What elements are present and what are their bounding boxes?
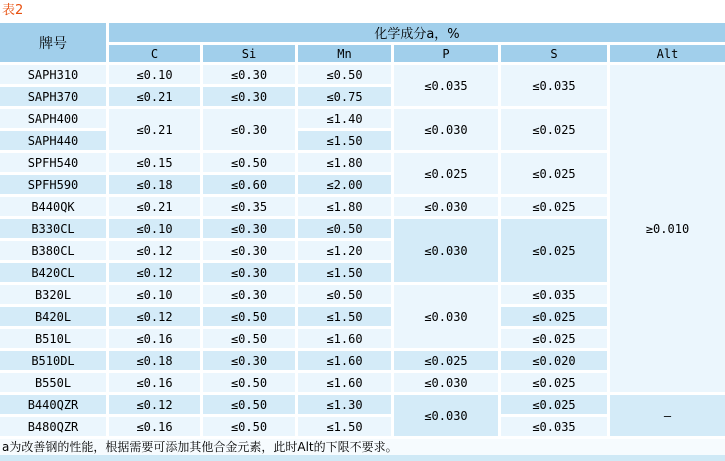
alt-value-cell: ≥0.010 — [610, 65, 725, 392]
mn-value-cell: ≤1.60 — [298, 373, 391, 392]
footnote-text: a为改善钢的性能，根据需要可添加其他合金元素，此时Alt的下限不要求。 — [0, 439, 725, 455]
mn-value-cell: ≤1.60 — [298, 329, 391, 348]
grade-cell: B440QZR — [0, 395, 106, 414]
column-header-p: P — [394, 45, 498, 62]
c-value-cell: ≤0.16 — [109, 329, 200, 348]
alt-value-cell: – — [610, 395, 725, 436]
grade-cell: B320L — [0, 285, 106, 304]
s-value-cell: ≤0.025 — [501, 329, 607, 348]
grade-cell: B330CL — [0, 219, 106, 238]
s-value-cell: ≤0.025 — [501, 109, 607, 150]
c-value-cell: ≤0.10 — [109, 219, 200, 238]
c-value-cell: ≤0.18 — [109, 351, 200, 370]
grade-cell: B420L — [0, 307, 106, 326]
s-value-cell: ≤0.035 — [501, 417, 607, 436]
si-value-cell: ≤0.30 — [203, 219, 295, 238]
grade-column-header: 牌号 — [0, 23, 106, 62]
si-value-cell: ≤0.30 — [203, 241, 295, 260]
table-header-row — [0, 23, 725, 42]
table-row — [0, 395, 725, 414]
composition-table-wrap — [0, 20, 725, 439]
grade-cell: SAPH370 — [0, 87, 106, 106]
grade-cell: SAPH310 — [0, 65, 106, 84]
grade-cell: B420CL — [0, 263, 106, 282]
grade-cell: SPFH590 — [0, 175, 106, 194]
column-header-mn: Mn — [298, 45, 391, 62]
si-value-cell: ≤0.50 — [203, 329, 295, 348]
c-value-cell: ≤0.21 — [109, 87, 200, 106]
mn-value-cell: ≤0.50 — [298, 65, 391, 84]
p-value-cell: ≤0.030 — [394, 285, 498, 348]
mn-value-cell: ≤1.50 — [298, 263, 391, 282]
si-value-cell: ≤0.50 — [203, 373, 295, 392]
grade-cell: B440QK — [0, 197, 106, 216]
s-value-cell: ≤0.025 — [501, 307, 607, 326]
grade-cell: B380CL — [0, 241, 106, 260]
p-value-cell: ≤0.035 — [394, 65, 498, 106]
si-value-cell: ≤0.30 — [203, 109, 295, 150]
c-value-cell: ≤0.21 — [109, 197, 200, 216]
grade-cell: SPFH540 — [0, 153, 106, 172]
c-value-cell: ≤0.10 — [109, 285, 200, 304]
s-value-cell: ≤0.035 — [501, 65, 607, 106]
table-caption: 表2 — [2, 3, 24, 18]
mn-value-cell: ≤1.50 — [298, 131, 391, 150]
mn-value-cell: ≤0.75 — [298, 87, 391, 106]
mn-value-cell: ≤1.40 — [298, 109, 391, 128]
mn-value-cell: ≤0.50 — [298, 219, 391, 238]
si-value-cell: ≤0.35 — [203, 197, 295, 216]
grade-cell: B510DL — [0, 351, 106, 370]
p-value-cell: ≤0.030 — [394, 109, 498, 150]
bottom-strip — [0, 455, 725, 461]
s-value-cell: ≤0.025 — [501, 395, 607, 414]
table-row — [0, 65, 725, 84]
grade-cell: SAPH400 — [0, 109, 106, 128]
mn-value-cell: ≤1.60 — [298, 351, 391, 370]
table-subheader-row — [0, 45, 725, 62]
mn-value-cell: ≤1.20 — [298, 241, 391, 260]
si-value-cell: ≤0.30 — [203, 87, 295, 106]
mn-value-cell: ≤1.50 — [298, 307, 391, 326]
c-value-cell: ≤0.16 — [109, 373, 200, 392]
p-value-cell: ≤0.030 — [394, 197, 498, 216]
s-value-cell: ≤0.025 — [501, 373, 607, 392]
si-value-cell: ≤0.50 — [203, 395, 295, 414]
si-value-cell: ≤0.50 — [203, 307, 295, 326]
composition-group-header: 化学成分a，% — [109, 23, 725, 42]
c-value-cell: ≤0.16 — [109, 417, 200, 436]
p-value-cell: ≤0.030 — [394, 373, 498, 392]
mn-value-cell: ≤0.50 — [298, 285, 391, 304]
s-value-cell: ≤0.020 — [501, 351, 607, 370]
s-value-cell: ≤0.025 — [501, 197, 607, 216]
si-value-cell: ≤0.30 — [203, 65, 295, 84]
p-value-cell: ≤0.030 — [394, 395, 498, 436]
si-value-cell: ≤0.30 — [203, 351, 295, 370]
si-value-cell: ≤0.50 — [203, 417, 295, 436]
p-value-cell: ≤0.025 — [394, 351, 498, 370]
column-header-alt: Alt — [610, 45, 725, 62]
si-value-cell: ≤0.30 — [203, 263, 295, 282]
si-value-cell: ≤0.30 — [203, 285, 295, 304]
column-header-si: Si — [203, 45, 295, 62]
p-value-cell: ≤0.030 — [394, 219, 498, 282]
c-value-cell: ≤0.21 — [109, 109, 200, 150]
grade-cell: B550L — [0, 373, 106, 392]
column-header-s: S — [501, 45, 607, 62]
mn-value-cell: ≤2.00 — [298, 175, 391, 194]
c-value-cell: ≤0.12 — [109, 263, 200, 282]
composition-table — [0, 20, 725, 439]
s-value-cell: ≤0.035 — [501, 285, 607, 304]
si-value-cell: ≤0.60 — [203, 175, 295, 194]
c-value-cell: ≤0.18 — [109, 175, 200, 194]
si-value-cell: ≤0.50 — [203, 153, 295, 172]
s-value-cell: ≤0.025 — [501, 219, 607, 282]
p-value-cell: ≤0.025 — [394, 153, 498, 194]
c-value-cell: ≤0.12 — [109, 307, 200, 326]
mn-value-cell: ≤1.50 — [298, 417, 391, 436]
c-value-cell: ≤0.12 — [109, 395, 200, 414]
c-value-cell: ≤0.10 — [109, 65, 200, 84]
grade-cell: B510L — [0, 329, 106, 348]
column-header-c: C — [109, 45, 200, 62]
grade-cell: B480QZR — [0, 417, 106, 436]
mn-value-cell: ≤1.80 — [298, 153, 391, 172]
s-value-cell: ≤0.025 — [501, 153, 607, 194]
grade-cell: SAPH440 — [0, 131, 106, 150]
mn-value-cell: ≤1.30 — [298, 395, 391, 414]
c-value-cell: ≤0.12 — [109, 241, 200, 260]
c-value-cell: ≤0.15 — [109, 153, 200, 172]
mn-value-cell: ≤1.80 — [298, 197, 391, 216]
